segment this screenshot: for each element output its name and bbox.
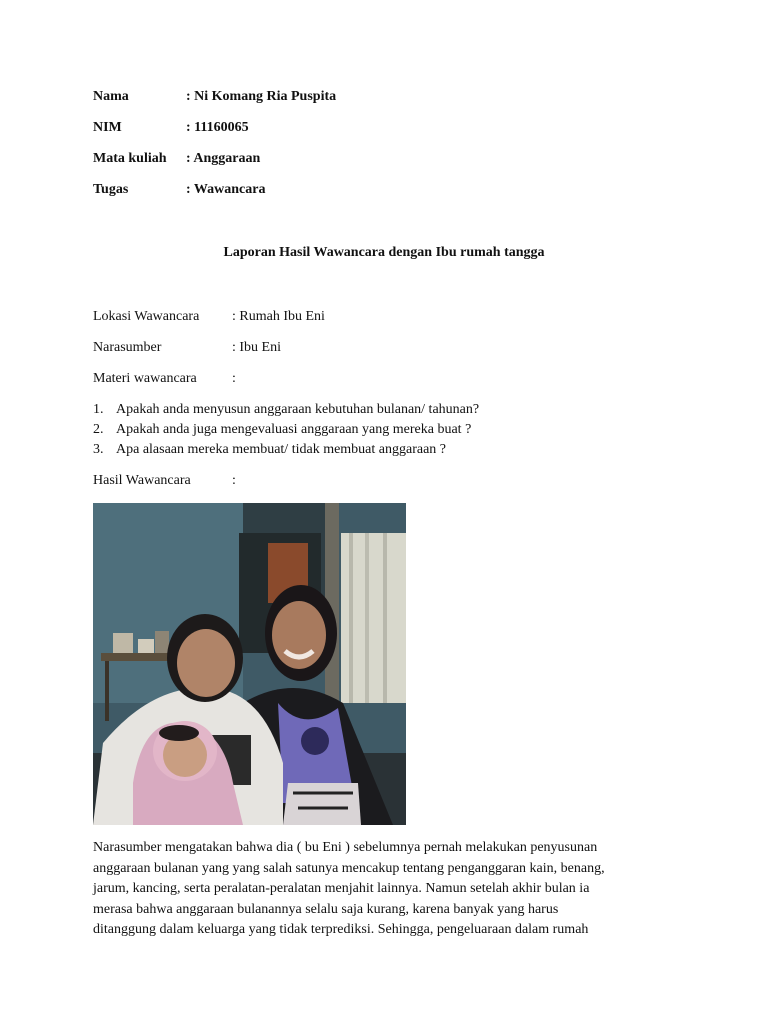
question-text: Apa alasaan mereka membuat/ tidak membuat anggaraan ? xyxy=(116,442,447,457)
question-text: Apakah anda menyusun anggaraan kebutuhan bulanan/ tahunan? xyxy=(116,402,480,417)
question-text: Apakah anda juga mengevaluasi anggaraan yang mereka buat ? xyxy=(116,422,472,437)
paragraph-line: anggaraan bulanan yang yang salah satunya mencakup tentang penganggaran kain, benang, xyxy=(93,860,605,876)
paragraph-line: jarum, kancing, serta peralatan-peralatan menjahit lainnya. Namun setelah akhir bulan ia xyxy=(93,881,590,896)
document-title: Laporan Hasil Wawancara dengan Ibu rumah tangga xyxy=(223,245,545,260)
info-label-materi: Materi wawancara xyxy=(93,371,197,386)
header-value-nim: : 11160065 xyxy=(186,120,249,135)
question-number: 1. xyxy=(93,402,104,417)
interview-photo xyxy=(93,503,406,825)
header-value-nama: : Ni Komang Ria Puspita xyxy=(186,89,337,104)
paragraph-line: Narasumber mengatakan bahwa dia ( bu Eni ) sebelumnya pernah melakukan penyusunan xyxy=(93,840,598,855)
info-value-materi: : xyxy=(232,371,236,386)
header-label-mata-kuliah: Mata kuliah xyxy=(93,151,167,166)
header-label-nama: Nama xyxy=(93,89,129,104)
info-value-lokasi: : Rumah Ibu Eni xyxy=(232,309,325,324)
question-number: 3. xyxy=(93,442,104,457)
paragraph-line: merasa bahwa anggaraan bulanannya selalu saja kurang, karena banyak yang harus xyxy=(93,901,559,917)
info-label-lokasi: Lokasi Wawancara xyxy=(93,309,200,324)
paragraph-line: ditanggung dalam keluarga yang tidak terprediksi. Sehingga, pengeluaraan dalam rumah xyxy=(93,922,589,937)
header-label-nim: NIM xyxy=(93,120,122,135)
header-value-tugas: : Wawancara xyxy=(186,182,266,197)
header-value-mata-kuliah: : Anggaraan xyxy=(186,151,261,166)
result-paragraph xyxy=(93,838,673,941)
question-number: 2. xyxy=(93,422,104,437)
info-value-narasumber: : Ibu Eni xyxy=(232,340,281,355)
header-label-tugas: Tugas xyxy=(93,182,129,197)
result-label: Hasil Wawancara xyxy=(93,473,191,488)
result-value: : xyxy=(232,473,236,488)
info-label-narasumber: Narasumber xyxy=(93,340,162,355)
